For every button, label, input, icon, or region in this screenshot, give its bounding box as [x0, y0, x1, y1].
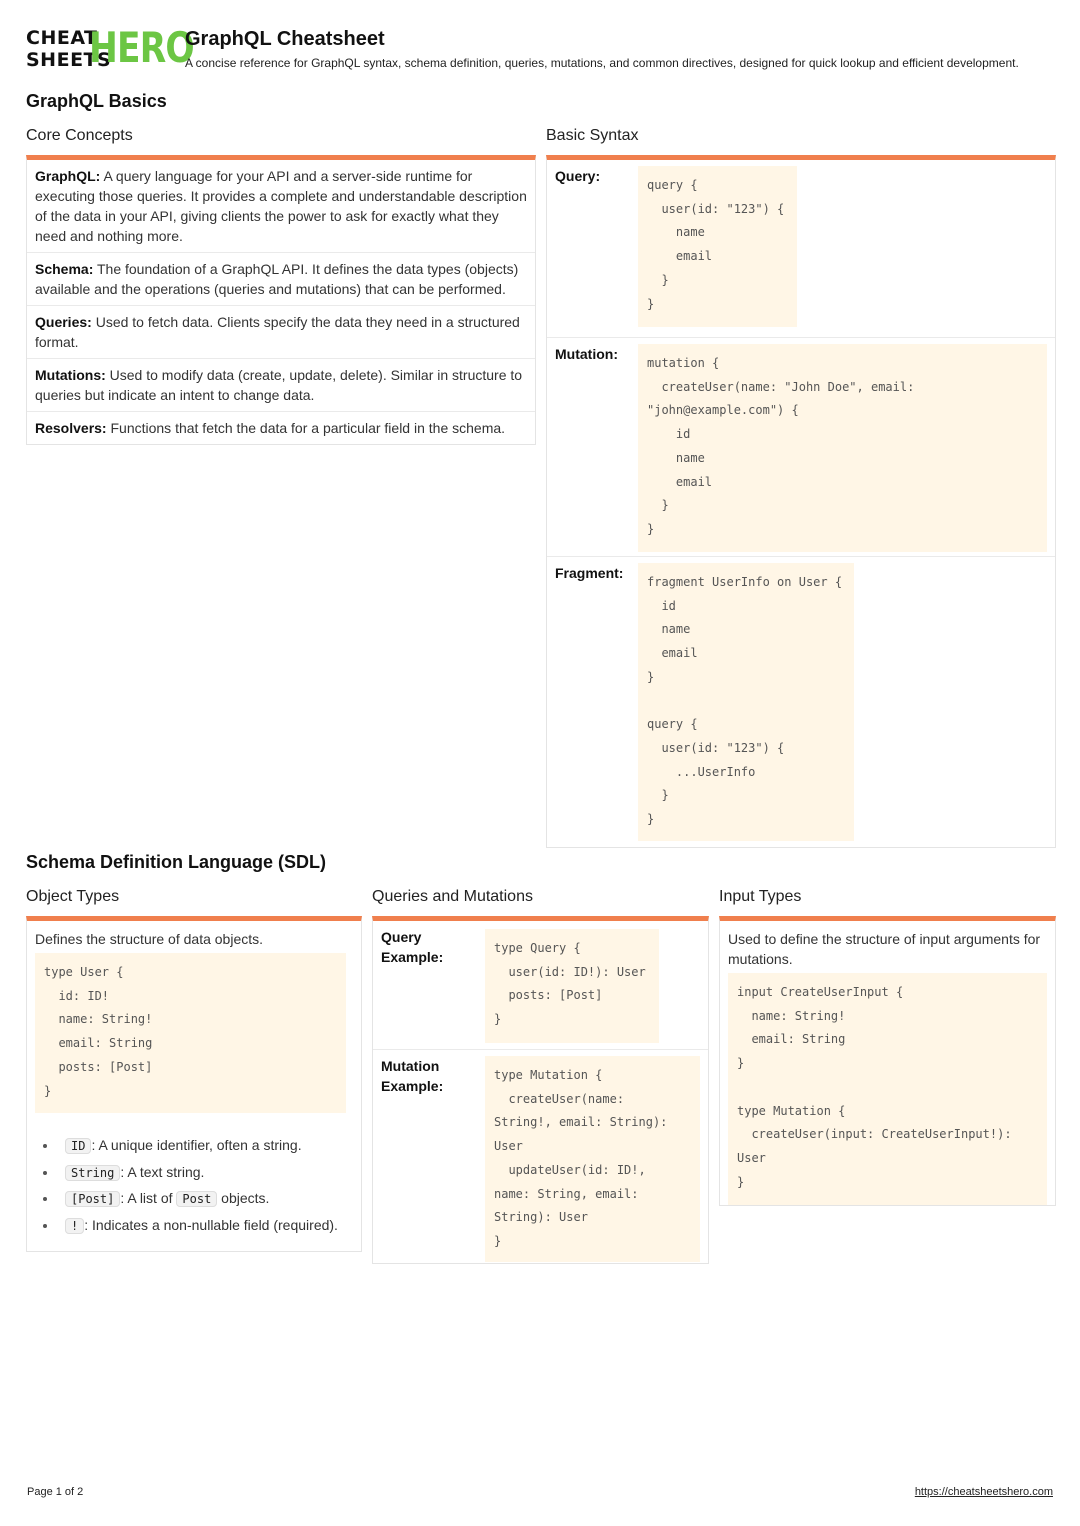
- card-title-queries-mutations: Queries and Mutations: [372, 888, 533, 905]
- sdl-row-mutation: [373, 1050, 708, 1264]
- card-object-types: [26, 916, 362, 1252]
- code-block-query: query { user(id: "123") { name email } }: [638, 166, 797, 327]
- concept-term: Resolvers:: [35, 420, 107, 436]
- card-title-basic-syntax: Basic Syntax: [546, 127, 639, 144]
- sdl-label-mutation: Mutation Example:: [381, 1058, 444, 1094]
- sdl-row-query: [373, 921, 708, 1050]
- concept-resolvers: [27, 412, 535, 444]
- bullet-text: objects.: [217, 1190, 270, 1206]
- object-types-intro: Defines the structure of data objects.: [35, 931, 264, 947]
- concept-text: Functions that fetch the data for a particular field in the schema.: [106, 420, 506, 436]
- bullet-post-list: [27, 1186, 363, 1213]
- code-block-input-type: input CreateUserInput { name: String! email: String } type Mutation { createUser(input: CreateUserInput!): User }: [728, 973, 1047, 1205]
- logo-sheets-text: SHEETS: [26, 49, 112, 71]
- code-block-mutation: mutation { createUser(name: "John Doe", email: "john@example.com") { id name email } }: [638, 344, 1047, 552]
- bullet-non-null: [27, 1213, 363, 1240]
- card-title-object-types: Object Types: [26, 888, 120, 905]
- concept-text: The foundation of a GraphQL API. It defines the data types (objects) available and the operations (queries and mutations) that can be performed.: [35, 261, 519, 297]
- bullet-text: : A text string.: [120, 1163, 205, 1180]
- concept-term: Schema:: [35, 261, 94, 277]
- concept-term: GraphQL:: [35, 168, 101, 184]
- code-chip: !: [65, 1218, 84, 1234]
- page-header: [26, 23, 1054, 76]
- section-heading-basics: GraphQL Basics: [26, 91, 167, 111]
- syntax-row-mutation: [547, 338, 1055, 557]
- bullet-text: : A unique identifier, often a string.: [91, 1137, 302, 1153]
- scalar-bullet-list: [27, 1133, 363, 1239]
- logo-hero-text: HERO: [89, 23, 194, 72]
- bullet-text: : A list of: [120, 1190, 177, 1206]
- code-chip: Post: [176, 1191, 217, 1207]
- card-core-concepts: [26, 155, 536, 445]
- page-subtitle: A concise reference for GraphQL syntax, schema definition, queries, mutations, and common directives, designed for quick lookup and efficient development.: [185, 56, 1019, 70]
- concept-schema: [27, 253, 535, 306]
- section-heading-sdl: Schema Definition Language (SDL): [26, 852, 327, 872]
- footer-site-link[interactable]: https://cheatsheetshero.com: [914, 1486, 1053, 1498]
- concept-text: A query language for your API and a server-side runtime for executing those queries. It provides a complete and understandable description of the data in your API, giving clients the power to ask for exactly what they need and nothing more.: [35, 168, 527, 244]
- page-number: Page 1 of 2: [27, 1486, 84, 1498]
- card-title-input-types: Input Types: [719, 888, 802, 905]
- logo-cheat-text: CHEAT: [26, 27, 98, 49]
- bullet-string: [27, 1160, 363, 1187]
- bullet-text: : Indicates a non-nullable field (required).: [84, 1216, 338, 1233]
- code-chip: [Post]: [65, 1191, 120, 1207]
- concept-mutations: [27, 359, 535, 412]
- code-block-object-type: type User { id: ID! name: String! email: String posts: [Post] }: [35, 953, 346, 1113]
- code-block-sdl-mutation: type Mutation { createUser(name: String!, email: String): User updateUser(id: ID!, name: String, email: String): User }: [485, 1056, 700, 1262]
- syntax-label-mutation: Mutation:: [555, 346, 618, 362]
- card-title-core-concepts: Core Concepts: [26, 127, 133, 144]
- code-chip: ID: [65, 1138, 91, 1154]
- syntax-label-fragment: Fragment:: [555, 565, 624, 581]
- concept-graphql: [27, 160, 535, 253]
- concept-text: Used to fetch data. Clients specify the data they need in a structured format.: [35, 314, 520, 350]
- syntax-row-fragment: [547, 557, 1055, 847]
- code-block-sdl-query: type Query { user(id: ID!): User posts: [Post] }: [485, 929, 659, 1043]
- syntax-label-query: Query:: [555, 168, 601, 184]
- concept-term: Mutations:: [35, 367, 106, 383]
- page-title: GraphQL Cheatsheet: [185, 28, 385, 50]
- concept-term: Queries:: [35, 314, 92, 330]
- card-queries-mutations: [372, 916, 709, 1264]
- card-input-types: [719, 916, 1056, 1206]
- concept-queries: [27, 306, 535, 359]
- card-basic-syntax: [546, 155, 1056, 848]
- concept-text: Used to modify data (create, update, delete). Similar in structure to queries but indicate an intent to change data.: [35, 367, 523, 403]
- input-types-intro: Used to define the structure of input arguments for mutations.: [728, 931, 1041, 967]
- bullet-id: [27, 1133, 363, 1160]
- syntax-row-query: [547, 160, 1055, 338]
- code-block-fragment: fragment UserInfo on User { id name email } query { user(id: "123") { ...UserInfo } }: [638, 563, 854, 841]
- sdl-label-query: Query Example:: [381, 929, 444, 965]
- cheatsheetshero-logo[interactable]: [26, 23, 194, 72]
- code-chip: String: [65, 1165, 120, 1181]
